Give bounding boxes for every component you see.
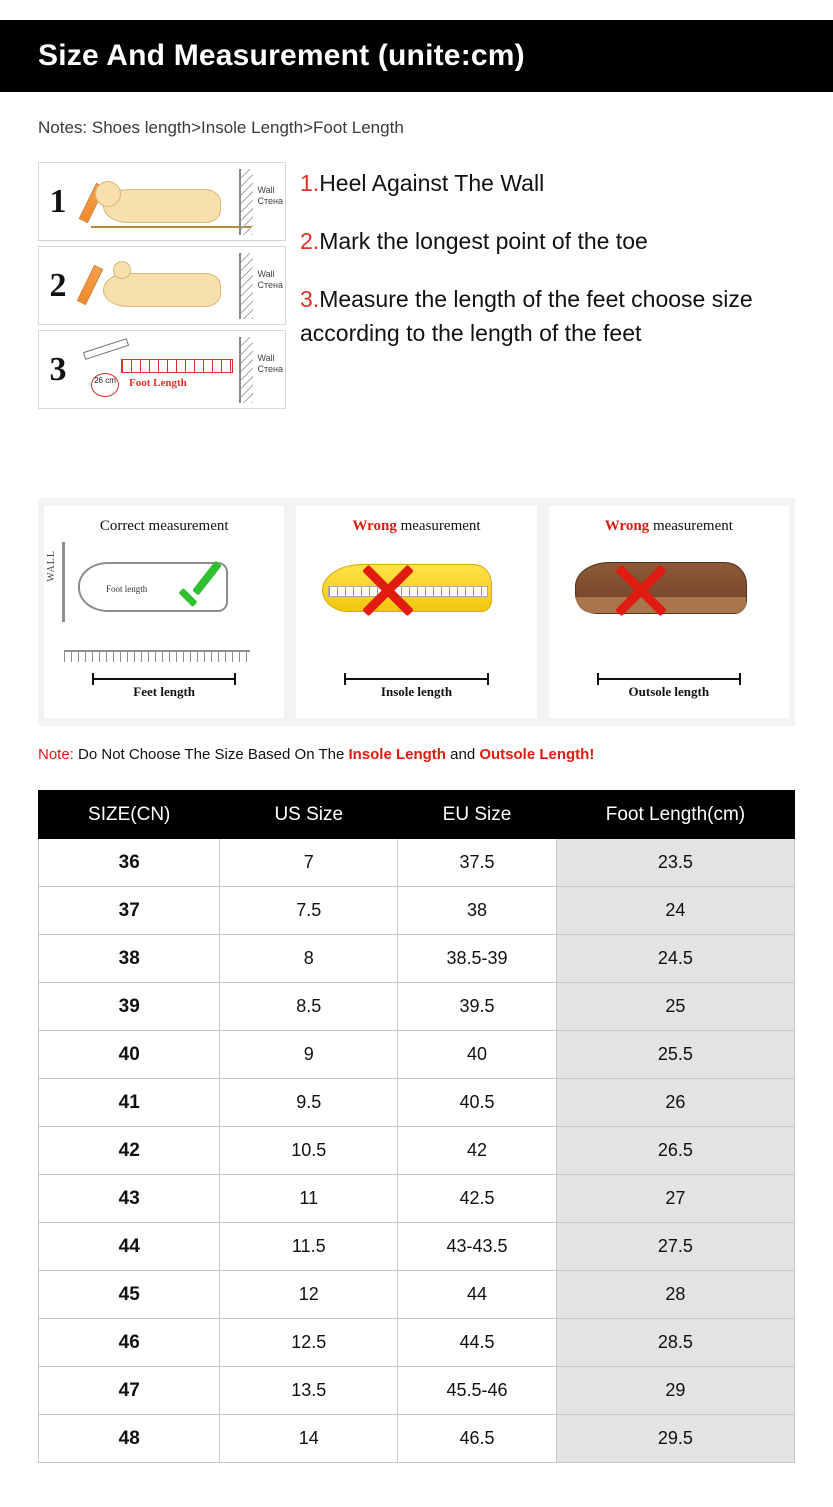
cell-eu-size: 37.5 <box>398 839 557 887</box>
cell-size-cn: 40 <box>39 1031 220 1079</box>
wall-label-en: Wall <box>257 185 275 195</box>
step-box-1 <box>38 162 286 241</box>
instruction-number: 3. <box>300 286 320 312</box>
foot-length-label: Foot Length <box>129 377 187 389</box>
cell-size-cn: 46 <box>39 1319 220 1367</box>
cell-foot-length: 24.5 <box>556 935 794 983</box>
cell-eu-size: 39.5 <box>398 983 557 1031</box>
warning-note <box>38 746 594 763</box>
cell-size-cn: 44 <box>39 1223 220 1271</box>
cell-size-cn: 37 <box>39 887 220 935</box>
cell-us-size: 11 <box>220 1175 398 1223</box>
wall-hatch-icon <box>241 169 253 235</box>
cell-foot-length: 24 <box>556 887 794 935</box>
wall-label <box>257 269 283 291</box>
wall-label <box>257 353 283 375</box>
cell-foot-length: 27.5 <box>556 1223 794 1271</box>
table-row <box>39 1367 795 1415</box>
table-row <box>39 1079 795 1127</box>
note-highlight-insole: Insole Length <box>348 746 446 763</box>
cell-eu-size: 46.5 <box>398 1415 557 1463</box>
example-title-rest: measurement <box>396 518 481 534</box>
cell-foot-length: 26 <box>556 1079 794 1127</box>
cell-us-size: 11.5 <box>220 1223 398 1271</box>
cm-badge: 26 cm <box>91 373 119 397</box>
measuring-ruler-icon <box>121 359 233 373</box>
cell-size-cn: 45 <box>39 1271 220 1319</box>
column-header-size-cn: SIZE(CN) <box>39 791 220 839</box>
cell-eu-size: 40 <box>398 1031 557 1079</box>
table-row <box>39 1127 795 1175</box>
note-highlight-outsole: Outsole Length <box>479 746 590 763</box>
instruction-number: 2. <box>300 228 320 254</box>
wall-label: WALL <box>46 550 57 582</box>
cell-size-cn: 43 <box>39 1175 220 1223</box>
table-row <box>39 1031 795 1079</box>
measure-line <box>344 678 488 680</box>
table-row <box>39 1175 795 1223</box>
example-title <box>296 518 536 535</box>
instruction-1 <box>300 166 810 200</box>
example-title-rest: measurement <box>649 518 733 534</box>
toe-icon <box>113 261 131 279</box>
cross-icon <box>356 558 420 622</box>
instruction-2 <box>300 224 810 258</box>
example-title-rest: measurement <box>144 518 229 534</box>
example-title <box>549 518 789 535</box>
measurement-examples <box>38 498 795 726</box>
instructions-list <box>300 166 810 374</box>
table-row <box>39 839 795 887</box>
cell-foot-length: 29 <box>556 1367 794 1415</box>
step-illustration-3 <box>77 331 285 408</box>
pencil-icon <box>77 265 103 305</box>
step-illustration-1 <box>77 163 285 240</box>
cell-eu-size: 44.5 <box>398 1319 557 1367</box>
step-number: 3 <box>49 350 67 388</box>
step-number: 2 <box>49 266 67 304</box>
table-row <box>39 1271 795 1319</box>
header-bar <box>0 20 833 92</box>
cell-eu-size: 42 <box>398 1127 557 1175</box>
instruction-text: Heel Against The Wall <box>319 170 545 196</box>
measure-line <box>597 678 741 680</box>
example-title <box>44 518 284 535</box>
instruction-text: Measure the length of the feet choose size according to the length of the feet <box>300 286 753 346</box>
cell-us-size: 8.5 <box>220 983 398 1031</box>
example-wrong-insole <box>296 506 536 718</box>
cell-size-cn: 48 <box>39 1415 220 1463</box>
cell-us-size: 9 <box>220 1031 398 1079</box>
measure-line <box>92 678 236 680</box>
example-caption: Outsole length <box>628 684 710 699</box>
wall-label-en: Wall <box>257 269 275 279</box>
cell-foot-length: 28.5 <box>556 1319 794 1367</box>
cell-eu-size: 44 <box>398 1271 557 1319</box>
step-box-2 <box>38 246 286 325</box>
step-box-3 <box>38 330 286 409</box>
size-table <box>38 790 795 1463</box>
cell-size-cn: 41 <box>39 1079 220 1127</box>
wall-label-ru: Стена <box>257 364 283 374</box>
cell-us-size: 10.5 <box>220 1127 398 1175</box>
table-row <box>39 935 795 983</box>
wall-label-en: Wall <box>257 353 275 363</box>
note-text-3: ! <box>589 746 595 763</box>
cell-size-cn: 39 <box>39 983 220 1031</box>
wall-line <box>62 542 65 622</box>
cell-us-size: 13.5 <box>220 1367 398 1415</box>
notes-line: Notes: Shoes length>Insole Length>Foot Length <box>38 118 404 137</box>
note-text-1: Do Not Choose The Size Based On The <box>73 746 349 763</box>
table-row <box>39 1223 795 1271</box>
cell-foot-length: 28 <box>556 1271 794 1319</box>
cell-us-size: 12.5 <box>220 1319 398 1367</box>
cell-us-size: 12 <box>220 1271 398 1319</box>
page-title: Size And Measurement (unite:cm) <box>38 39 525 72</box>
check-icon <box>174 568 228 626</box>
column-header-foot-length: Foot Length(cm) <box>556 791 794 839</box>
ruler-icon <box>64 650 250 662</box>
column-header-eu-size: EU Size <box>398 791 557 839</box>
example-wrong-outsole <box>549 506 789 718</box>
instruction-number: 1. <box>300 170 320 196</box>
cell-us-size: 14 <box>220 1415 398 1463</box>
cell-foot-length: 26.5 <box>556 1127 794 1175</box>
note-label: Note: <box>38 746 74 763</box>
cell-foot-length: 25.5 <box>556 1031 794 1079</box>
cell-eu-size: 38.5-39 <box>398 935 557 983</box>
toe-icon <box>95 181 121 207</box>
table-header-row <box>39 791 795 839</box>
cell-us-size: 8 <box>220 935 398 983</box>
column-header-us-size: US Size <box>220 791 398 839</box>
cell-eu-size: 40.5 <box>398 1079 557 1127</box>
cell-eu-size: 43-43.5 <box>398 1223 557 1271</box>
instruction-text: Mark the longest point of the toe <box>319 228 648 254</box>
step-number: 1 <box>49 182 67 220</box>
table-row <box>39 1415 795 1463</box>
cell-foot-length: 27 <box>556 1175 794 1223</box>
step-illustration-2 <box>77 247 285 324</box>
example-caption: Feet length <box>133 684 196 699</box>
ruler-icon <box>83 338 129 360</box>
cell-size-cn: 36 <box>39 839 220 887</box>
instruction-3 <box>300 282 810 350</box>
wall-label-ru: Стена <box>257 196 283 206</box>
cell-size-cn: 47 <box>39 1367 220 1415</box>
cell-us-size: 7.5 <box>220 887 398 935</box>
table-row <box>39 1319 795 1367</box>
floor-line <box>91 226 251 228</box>
example-status: Correct <box>99 518 145 534</box>
cell-size-cn: 38 <box>39 935 220 983</box>
wall-label-ru: Стена <box>257 280 283 290</box>
cell-foot-length: 29.5 <box>556 1415 794 1463</box>
table-row <box>39 983 795 1031</box>
cell-us-size: 7 <box>220 839 398 887</box>
wall-label <box>257 185 283 207</box>
foot-length-mini-label: Foot length <box>106 584 148 594</box>
cell-eu-size: 38 <box>398 887 557 935</box>
wall-hatch-icon <box>241 337 253 403</box>
table-row <box>39 887 795 935</box>
cell-foot-length: 23.5 <box>556 839 794 887</box>
cell-eu-size: 45.5-46 <box>398 1367 557 1415</box>
example-status: Wrong <box>604 518 650 534</box>
example-status: Wrong <box>352 518 397 534</box>
wall-hatch-icon <box>241 253 253 319</box>
measurement-steps <box>38 162 286 414</box>
cell-size-cn: 42 <box>39 1127 220 1175</box>
example-caption: Insole length <box>380 684 453 699</box>
cell-eu-size: 42.5 <box>398 1175 557 1223</box>
cell-foot-length: 25 <box>556 983 794 1031</box>
cross-icon <box>609 558 673 622</box>
cell-us-size: 9.5 <box>220 1079 398 1127</box>
example-correct <box>44 506 284 718</box>
note-text-2: and <box>445 746 480 763</box>
